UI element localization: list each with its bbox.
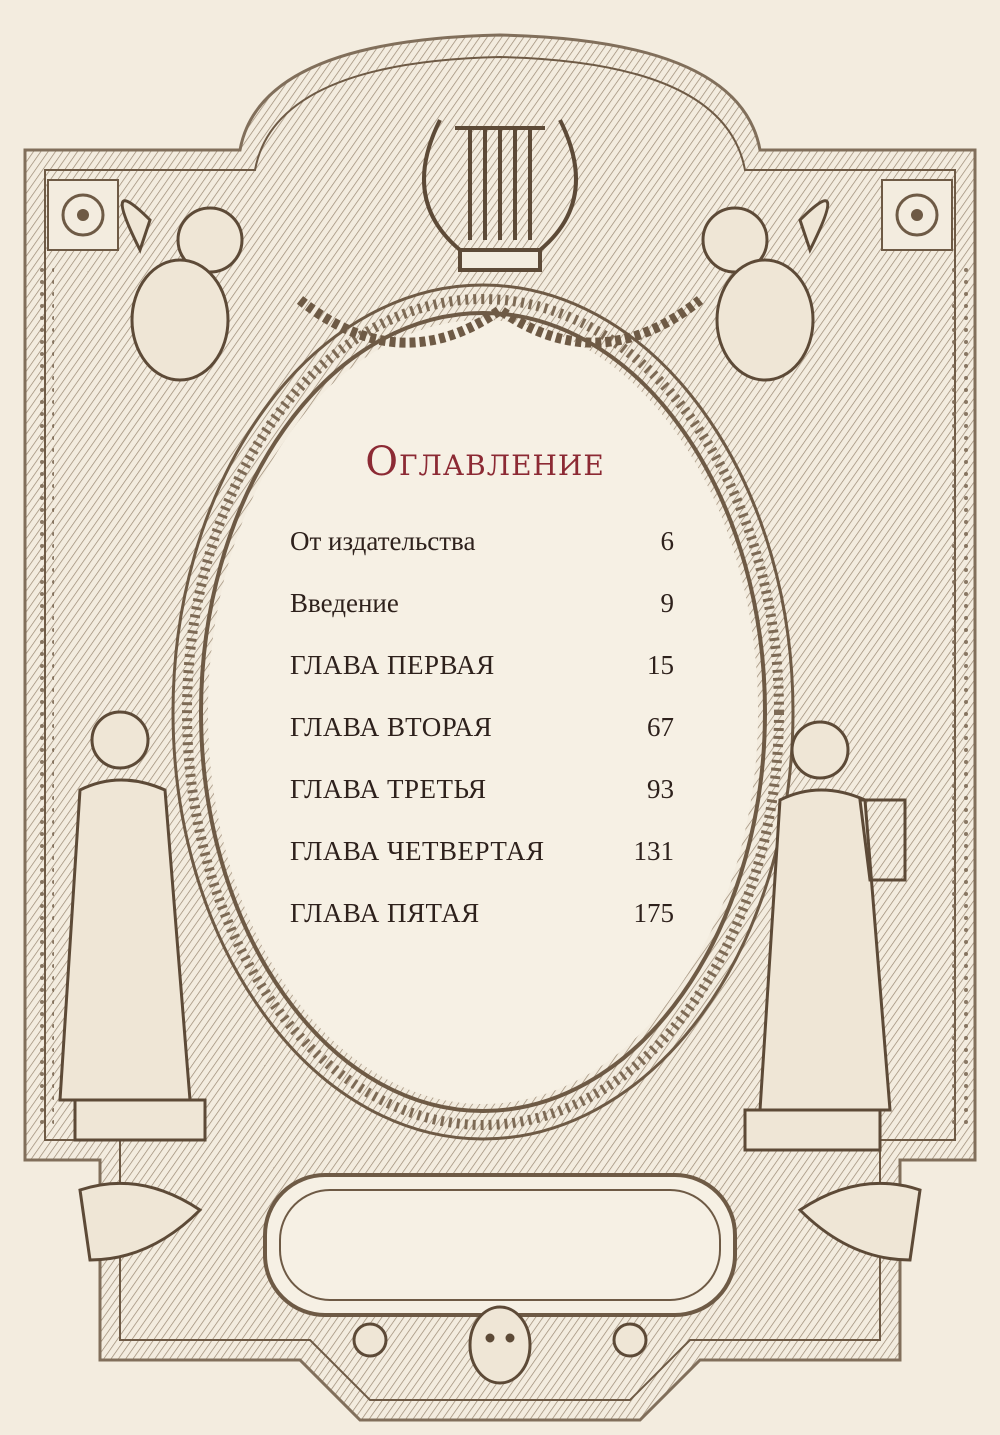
toc-page-number: 9 [660,588,674,618]
toc-label: От издательства [290,526,476,556]
toc-row [290,712,690,774]
toc-row [290,836,690,898]
toc-row [290,526,690,588]
toc-row [290,774,690,836]
toc-page-number: 131 [633,836,674,866]
toc-page-number: 15 [647,650,674,680]
toc-label: ГЛАВА ЧЕТВЕРТАЯ [290,836,545,866]
corner-rosette-right [882,180,952,250]
toc-label: ГЛАВА ПЯТАЯ [290,898,480,928]
toc-page-number: 67 [647,712,674,742]
toc-page-number: 6 [660,526,674,556]
table-of-contents [290,440,690,960]
toc-label: ГЛАВА ТРЕТЬЯ [290,774,487,804]
page-title: Оглавление [365,439,605,485]
toc-label: ГЛАВА ВТОРАЯ [290,712,493,742]
toc-row [290,588,690,650]
toc-row [290,898,690,960]
toc-label: ГЛАВА ПЕРВАЯ [290,650,495,680]
toc-page-number: 93 [647,774,674,804]
corner-rosette-left [48,180,118,250]
toc-page-number: 175 [633,898,674,928]
toc-label: Введение [290,588,399,618]
toc-row [290,650,690,712]
